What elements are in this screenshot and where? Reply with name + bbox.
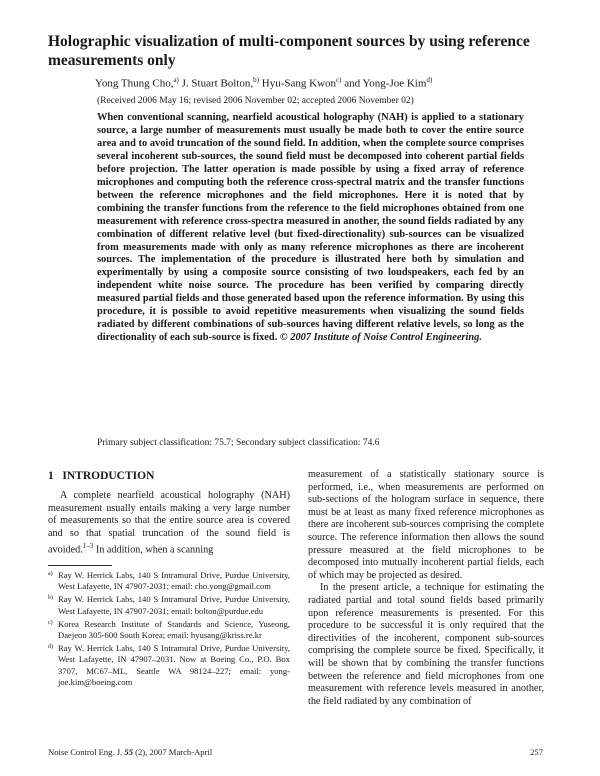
- intro-paragraph: [48, 490, 290, 557]
- intro-text-tail: In addition, when a scanning: [93, 544, 214, 556]
- footnote-mark: c): [48, 619, 53, 626]
- section-title: INTRODUCTION: [62, 470, 155, 482]
- footnote: [48, 619, 290, 641]
- affiliation-mark: d): [426, 76, 433, 84]
- right-column: [308, 469, 544, 708]
- journal-issue: (2), 2007 March-April: [133, 747, 213, 757]
- citation: 1–3: [82, 542, 94, 551]
- footnotes: [48, 570, 290, 690]
- subject-classification: Primary subject classification: 75.7; Secondary subject classification: 74.6: [97, 438, 380, 448]
- abstract-copyright: © 2007 Institute of Noise Control Engineering.: [277, 332, 482, 344]
- affiliation-mark: b): [253, 76, 260, 84]
- footnote: [48, 643, 290, 688]
- affiliation-mark: a): [173, 76, 179, 84]
- footnote-text: Ray W. Herrick Labs, 140 S Intramural Drive, Purdue University, West Lafayette, IN 47907-2031; email: cho.yong@gmail.com: [58, 570, 290, 592]
- author-name: J. Stuart Bolton,: [178, 77, 254, 90]
- page-number: 257: [530, 747, 543, 757]
- footnote-divider: [48, 565, 112, 566]
- footnote-mark: d): [48, 644, 53, 651]
- footnote: [48, 570, 290, 592]
- body-paragraph: measurement of a statistically stationary source is performed, i.e., when measurements are performed on sub-sections of the hologram surface in sequence, there must be at least as many fixed reference microphones as there are incoherent sub-sources comprising the complete source. The reference information then allows the sound pressure measured at the field microphones to be decomposed into mutually incoherent partial fields, each of which may be projected as desired.: [308, 469, 544, 581]
- section-number: 1: [48, 470, 54, 482]
- paper-title: Holographic visualization of multi-component sources by using reference measurements only: [48, 33, 530, 69]
- abstract: [97, 112, 524, 345]
- received-dates: (Received 2006 May 16; revised 2006 November 02; accepted 2006 November 02): [97, 96, 414, 106]
- journal-volume: 55: [124, 747, 133, 757]
- footnote-mark: a): [48, 571, 53, 577]
- footnote-text: Ray W. Herrick Labs, 140 S Intramural Drive, Purdue University, West Lafayette, IN 47907–2031. Now at Boeing Co., P.O. Box 3707, MC67–ML, Seattle WA 98124–227; email: yong-joe.kim@boeing.com: [58, 643, 290, 687]
- author-name: Yong Thung Cho,: [95, 77, 174, 90]
- journal-name: Noise Control Eng. J.: [48, 747, 123, 757]
- journal-citation: [48, 747, 212, 757]
- intro-text: A complete nearfield acoustical holography (NAH) measurement usually entails making a very large number of measurements so that the entire source area is covered and so that spatial truncation of the sound field is avoided.: [48, 490, 290, 556]
- footnote-mark: b): [48, 595, 53, 602]
- affiliation-mark: c): [336, 76, 342, 84]
- body-paragraph: In the present article, a technique for estimating the radiated partial and total sound fields based primarily upon reference measurements is presented. For this procedure to be successful it is only required that the directivities of the incoherent, component sub-sources comprising the complete source be fixed. Specifically, it will be shown that by combining the transfer functions between the reference and field microphones from one measurement with reference levels measured in another, the field radiated by any combination of: [308, 582, 544, 707]
- author-name: and Yong-Joe Kim: [341, 77, 427, 90]
- footnote: [48, 594, 290, 616]
- abstract-body: When conventional scanning, nearfield acoustical holography (NAH) is applied to a stationary source, a large number of measurements must usually be made both to cover the entire source area and to avoid truncation of the sound field. In addition, when the complete source comprises several incoherent sub-sources, the sound field must be decomposed into coherent partial fields before projection. The latter operation is made possible by using a fixed array of reference microphones and computing both the reference cross-spectral matrix and the transfer functions between the reference microphones and the field microphones. Here it is noted that by combining the transfer functions from the reference to the field microphones obtained from one measurement with reference cross-spectra measured in another, the sound fields radiated by any combination of different relative level (but fixed-directionality) sub-sources can be visualized from measurements made with only as many reference microphones as there are incoherent sources. The implementation of the procedure is illustrated here both by simulation and experimentally by using a composite source consisting of two loudspeakers, each fed by an independent white noise source. The procedure has been verified by comparing directly measured partial fields and those generated based upon the reference information. By using this procedure, it is possible to avoid repetitive measurements when visualizing the sound fields radiated by different combinations of sub-sources having different relative levels, so long as the directionality of each sub-source is fixed.: [97, 112, 524, 344]
- author-name: Hyu-Sang Kwon: [259, 77, 337, 90]
- footnote-text: Ray W. Herrick Labs, 140 S Intramural Drive, Purdue University, West Lafayette, IN 47907-2031; email: bolton@purdue.edu: [58, 594, 290, 616]
- footnote-text: Korea Research Institute of Standards and Science, Yuseong, Daejeon 305-600 South Korea; email: hyusang@kriss.re.kr: [58, 618, 290, 641]
- section-heading: [48, 469, 290, 483]
- left-column: [48, 469, 290, 557]
- author-list: [95, 73, 565, 91]
